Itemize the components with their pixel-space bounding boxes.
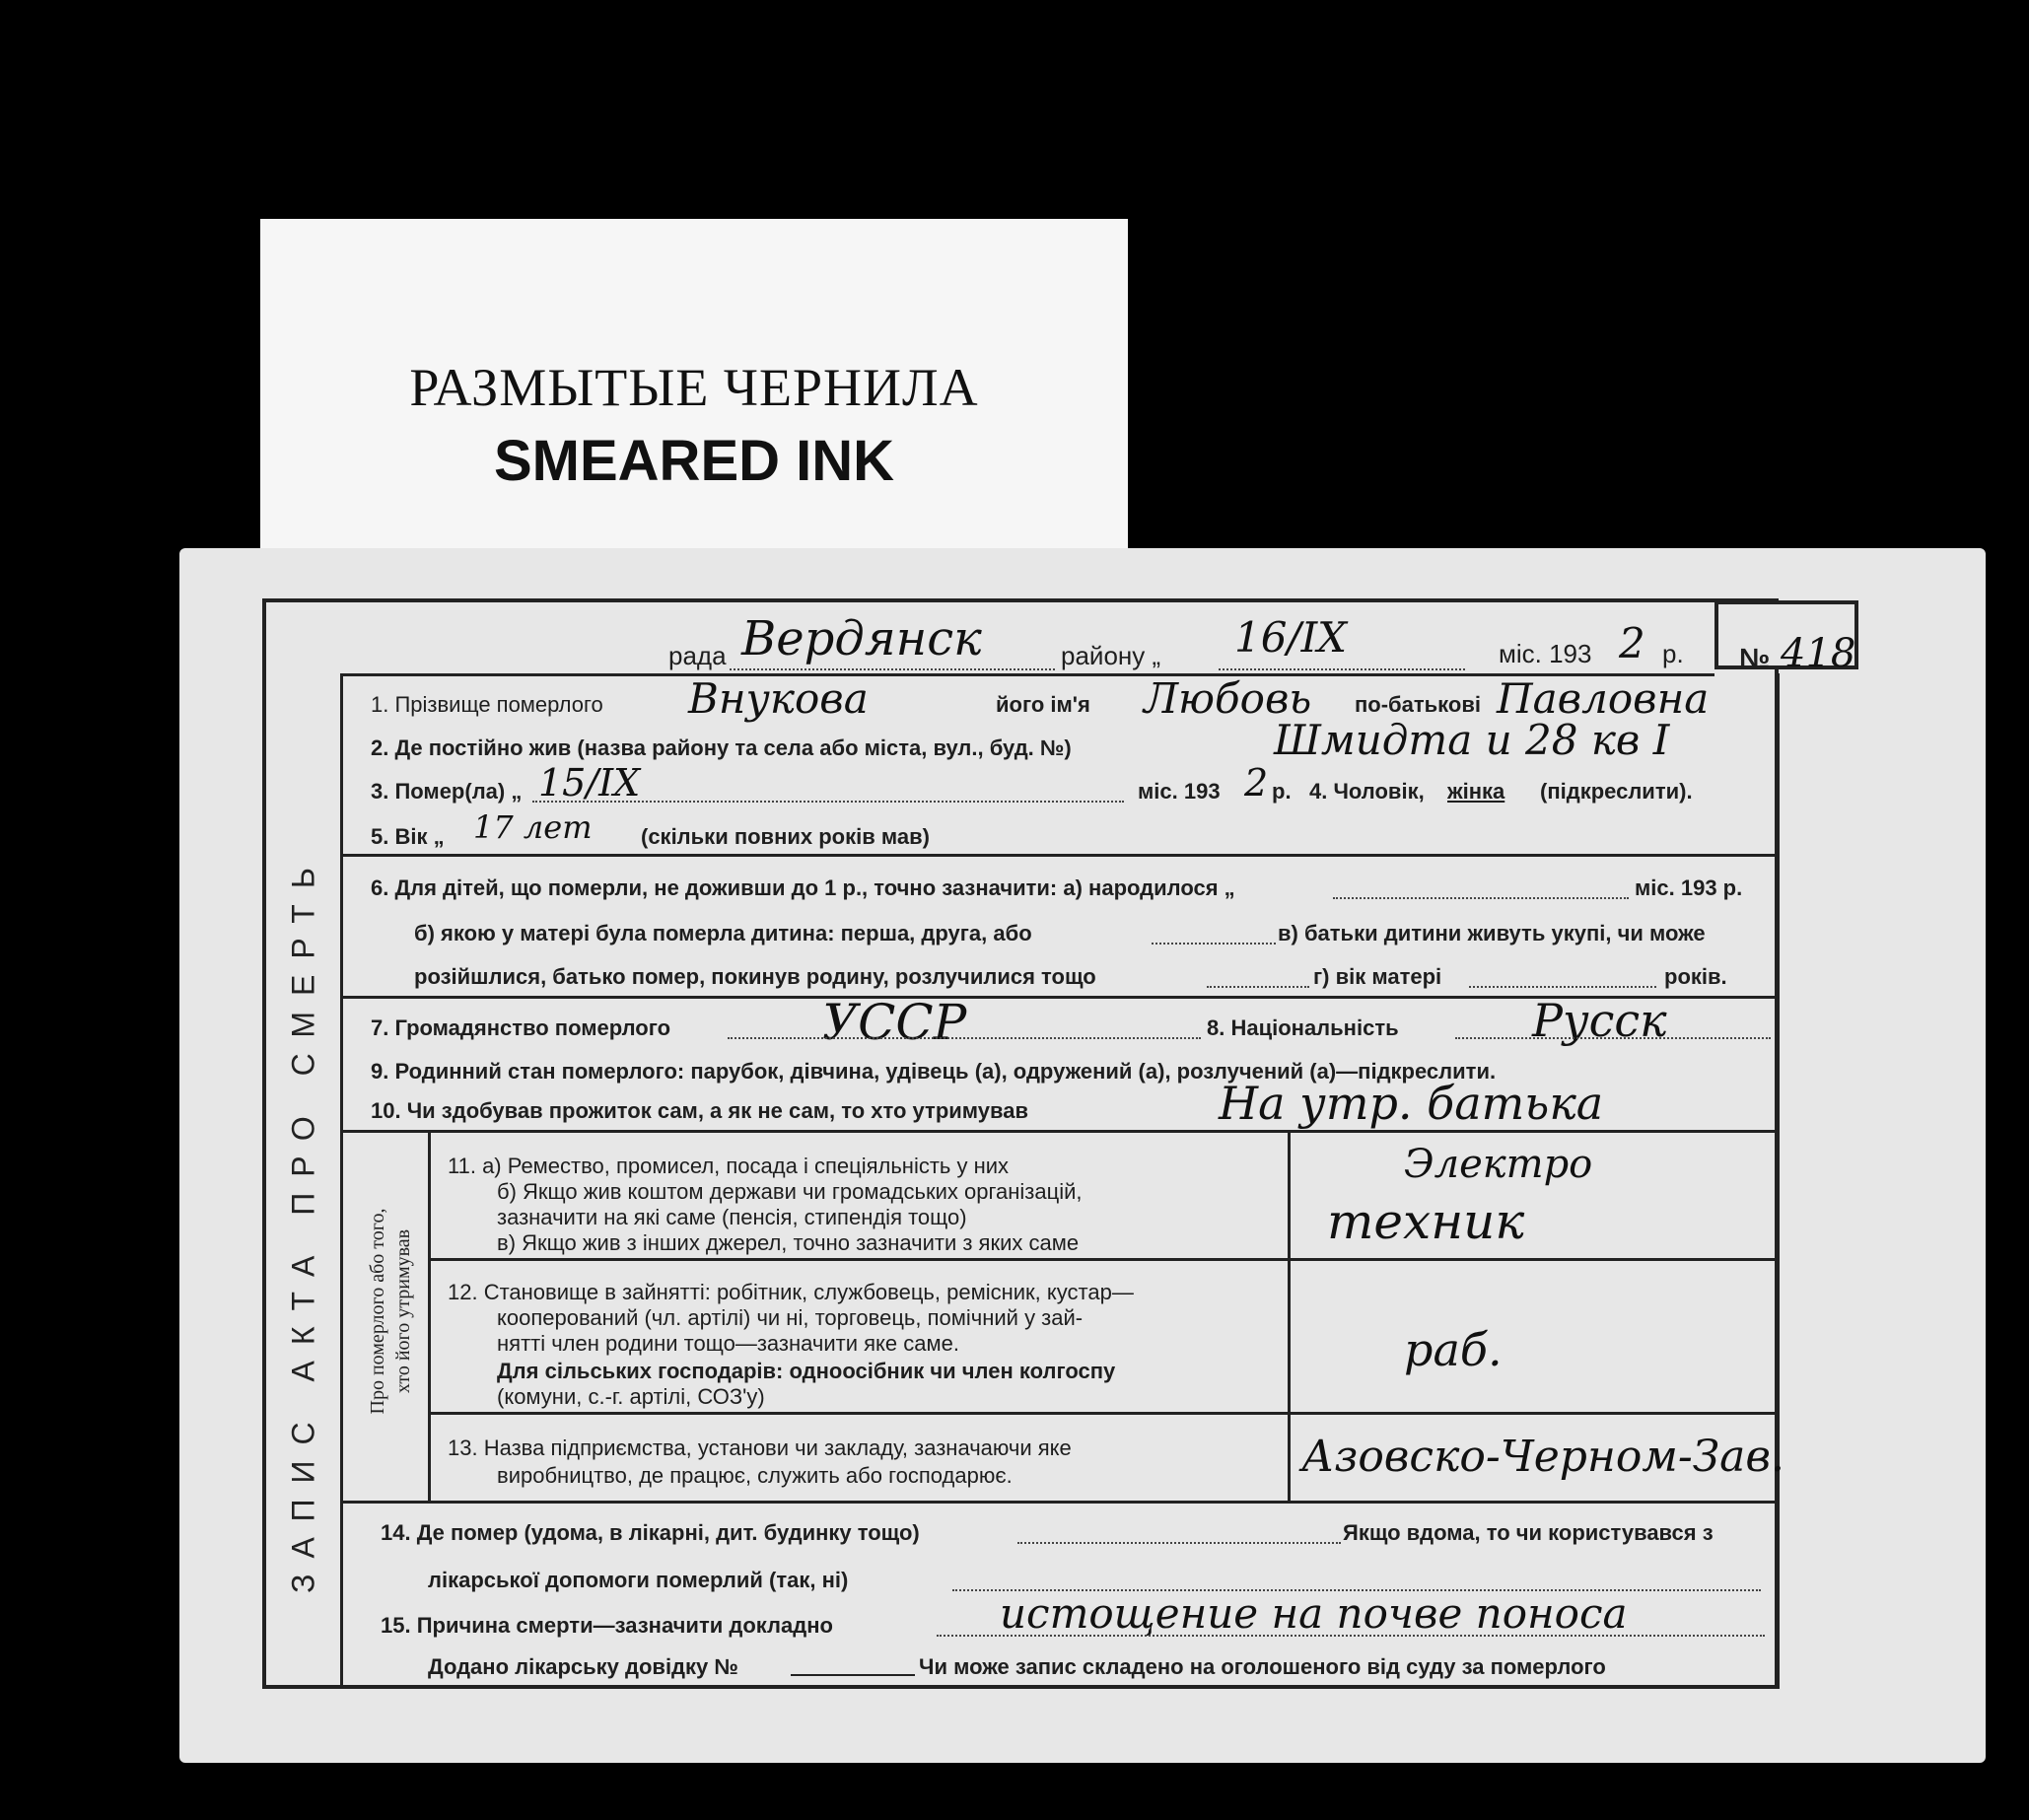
field-6-line-1-underline xyxy=(1333,897,1629,899)
footer-doctor-note: Додано лікарську довідку № xyxy=(428,1654,738,1679)
header-rayonu-label: району „ xyxy=(1061,641,1161,670)
field-3-year-suffix: р. xyxy=(1272,779,1292,804)
footer-court-note: Чи може запис складено на оголошеного від суду за померлого xyxy=(919,1654,1606,1679)
right-inner-border xyxy=(1777,673,1780,1689)
field-6-line-1: 6. Для дітей, що померли, не доживши до 1 р., точно зазначити: а) народилося „ xyxy=(371,875,1235,900)
field-7-underline xyxy=(728,1037,1201,1039)
header-rada-label: рада xyxy=(668,641,727,670)
header-rada-value: Вердянск xyxy=(741,611,982,666)
field-12-line-3: нятті член родини тощо—зазначити яке саме. xyxy=(497,1331,959,1356)
field-1-name-label: його ім'я xyxy=(996,692,1090,717)
field-6-line-3b: г) вік матері xyxy=(1313,964,1442,989)
field-11-line-3: зазначити на які саме (пенсія, стипендія тощо) xyxy=(497,1205,967,1229)
field-1-surname: Внукова xyxy=(688,674,869,723)
row-5-divider xyxy=(343,854,1777,857)
field-6-line-2-underline xyxy=(1152,943,1276,945)
label-english-text: SMEARED INK xyxy=(493,429,895,493)
field-6-line-3-underline xyxy=(1207,986,1309,988)
header-year-digit: 2 xyxy=(1619,619,1645,667)
field-10-label: 10. Чи здобував прожиток сам, а як не сам, то хто утримував xyxy=(371,1098,1028,1123)
field-6-line-3c: років. xyxy=(1664,964,1727,989)
field-5-hint: (скільки повних років мав) xyxy=(641,824,930,849)
field-15-label: 15. Причина смерти—зазначити докладно xyxy=(381,1613,833,1638)
field-1-name: Любовь xyxy=(1144,674,1312,723)
field-14-line-2: лікарської допомоги померлий (так, ні) xyxy=(428,1568,849,1592)
field-15-value: истощение на почве поноса xyxy=(1000,1589,1628,1638)
caption-column-divider xyxy=(428,1130,431,1501)
field-3-year-digit: 2 xyxy=(1244,761,1269,805)
field-8-value: Русск xyxy=(1532,994,1667,1047)
field-1-patronymic-label: по-батькові xyxy=(1355,692,1481,717)
field-14-line-1-end: Якщо вдома, то чи користувався з xyxy=(1343,1520,1714,1545)
field-6-line-1-end: міс. 193 р. xyxy=(1635,875,1743,900)
field-11-value-2: техник xyxy=(1327,1193,1525,1250)
field-2-value: Шмидта и 28 кв I xyxy=(1274,716,1670,764)
field-13-line-1: 13. Назва підприємства, установи чи закладу, зазначаючи яке xyxy=(448,1435,1072,1460)
row-12-divider xyxy=(428,1412,1777,1415)
field-5-value: 17 лет xyxy=(473,808,593,846)
value-column-divider xyxy=(1288,1130,1291,1501)
field-8-label: 8. Національність xyxy=(1207,1015,1399,1040)
footer-doctor-note-line xyxy=(791,1674,915,1676)
field-7-value: УССР xyxy=(822,994,967,1051)
header-month-label: міс. 193 xyxy=(1499,639,1592,668)
field-12-value: раб. xyxy=(1404,1323,1503,1376)
row-10-divider xyxy=(343,1130,1777,1133)
record-number-value: 418 xyxy=(1781,631,1856,676)
field-3-underline xyxy=(532,801,1124,803)
field-14-underline xyxy=(1017,1542,1341,1544)
record-number-label: № xyxy=(1739,643,1771,673)
field-6-line-2a: б) якою у матері була померла дитина: перша, друга, або xyxy=(414,921,1032,945)
field-13-line-2: виробництво, де працює, служить або господарює. xyxy=(497,1463,1013,1488)
field-13-value: Азовско-Черном-Зав. xyxy=(1301,1432,1784,1482)
field-12-line-4: Для сільських господарів: одноосібник чи член колгоспу xyxy=(497,1359,1116,1383)
field-6-line-3a: розійшлися, батько помер, покинув родину, розлучилися тощо xyxy=(414,964,1096,989)
field-11-line-1: 11. а) Ремество, промисел, посада і спеціяльність у них xyxy=(448,1154,1010,1178)
row-13-divider xyxy=(343,1501,1777,1504)
field-14-line-1: 14. Де помер (удома, в лікарні, дит. будинку тощо) xyxy=(381,1520,920,1545)
header-date-underline xyxy=(1219,668,1465,670)
field-3-date: 15/IX xyxy=(538,761,641,805)
field-1-label: 1. Прізвище померлого xyxy=(371,692,603,717)
archive-label-card xyxy=(260,219,1128,554)
field-6-line-2b: в) батьки дитини живуть укупі, чи може xyxy=(1278,921,1706,945)
rotated-caption xyxy=(365,1209,416,1415)
field-6-mother-age-underline xyxy=(1469,986,1656,988)
label-russian-text: РАЗМЫТЫЕ ЧЕРНИЛА xyxy=(409,358,979,417)
field-7-label: 7. Громадянство померлого xyxy=(371,1015,671,1040)
field-11-line-4: в) Якщо жив з інших джерел, точно зазначити з яких саме xyxy=(497,1230,1080,1255)
header-date-value: 16/IX xyxy=(1234,613,1348,662)
field-4-zhinka: жінка xyxy=(1447,779,1505,804)
field-11-value-1: Электро xyxy=(1404,1142,1593,1187)
field-2-label: 2. Де постійно жив (назва району та села або міста, вул., буд. №) xyxy=(371,735,1072,760)
form-side-title: ЗАПИС АКТА ПРО СМЕРТЬ xyxy=(285,852,321,1593)
header-year-suffix: р. xyxy=(1662,639,1684,668)
field-1-patronymic: Павловна xyxy=(1497,674,1710,723)
field-3-month-label: міс. 193 xyxy=(1138,779,1221,804)
field-9-label: 9. Родинний стан померлого: парубок, дівчина, удівець (а), одружений (а), розлучений (а)—підкреслити. xyxy=(371,1059,1497,1084)
field-5-label: 5. Вік „ xyxy=(371,824,445,849)
rotated-caption-line-2: хто його утримував xyxy=(392,1228,414,1394)
field-12-line-2: кооперований (чл. артілі) чи ні, торговець, помічний у зай- xyxy=(497,1305,1084,1330)
field-3-label: 3. Помер(ла) „ xyxy=(371,779,523,804)
field-12-line-5: (комуни, с.-г. артілі, СОЗ'у) xyxy=(497,1384,765,1409)
field-10-value: На утр. батька xyxy=(1219,1077,1604,1130)
field-8-underline xyxy=(1455,1037,1771,1039)
field-4-hint: (підкреслити). xyxy=(1540,779,1693,804)
header-rada-underline xyxy=(730,668,1055,670)
field-11-line-2: б) Якщо жив коштом держави чи громадських організацій, xyxy=(497,1179,1083,1204)
rotated-caption-line-1: Про померлого або того, xyxy=(367,1208,388,1415)
field-15-underline xyxy=(937,1635,1765,1637)
field-4-label: 4. Чоловік, xyxy=(1309,779,1425,804)
row-11-divider xyxy=(428,1258,1777,1261)
field-12-line-1: 12. Становище в зайнятті: робітник, службовець, ремісник, кустар— xyxy=(448,1280,1134,1304)
